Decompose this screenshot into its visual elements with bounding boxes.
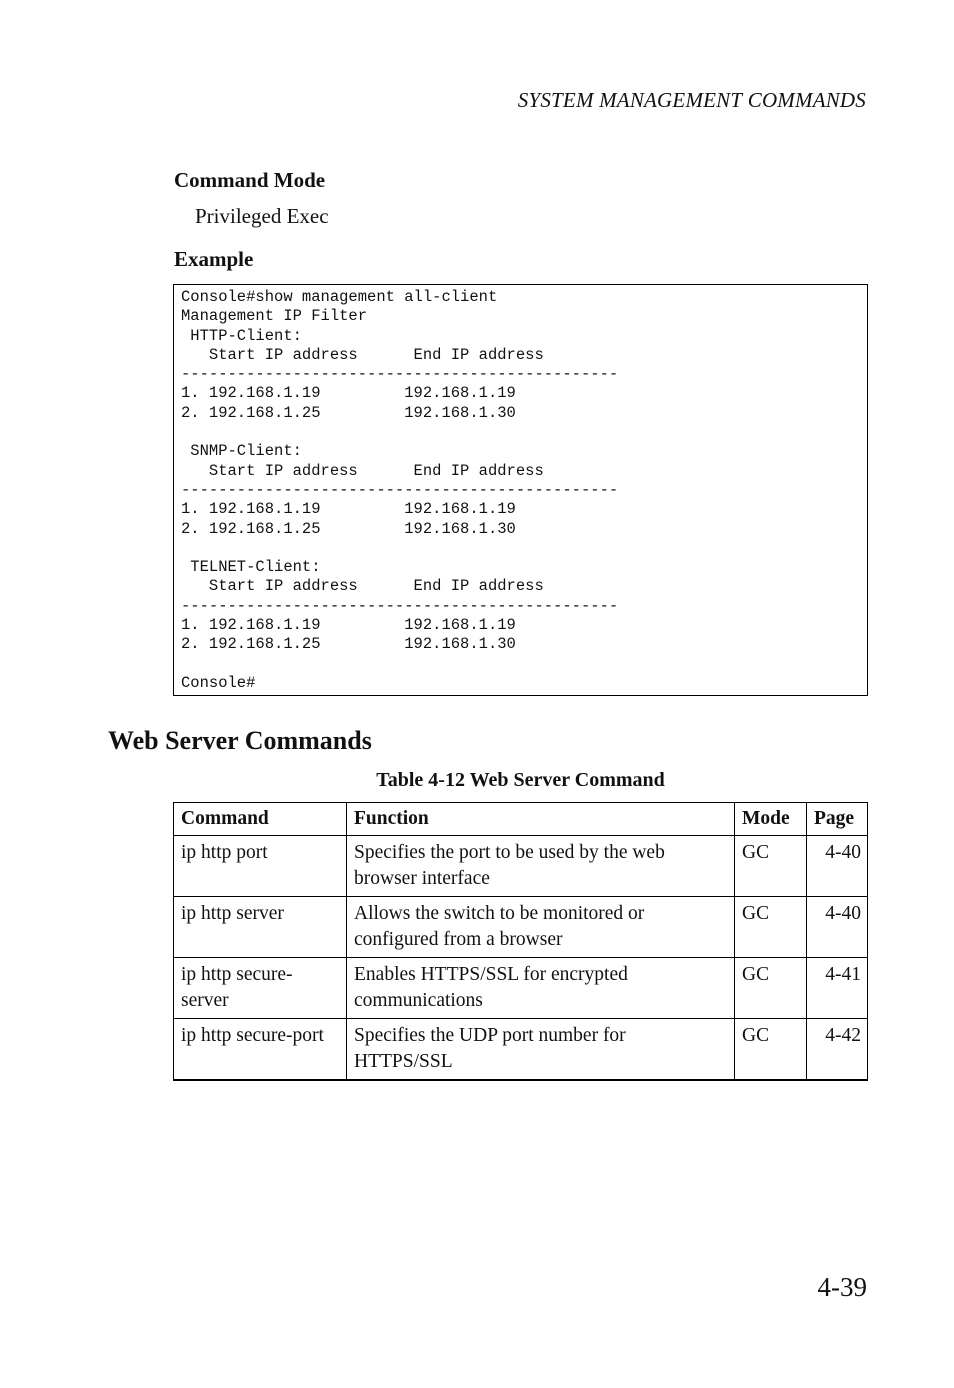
command-mode-value: Privileged Exec <box>195 204 329 228</box>
code-line: Console# <box>181 673 256 692</box>
running-head-word-system: SYSTEM <box>517 88 594 112</box>
code-line <box>181 539 867 558</box>
web-server-command-table <box>173 802 868 1081</box>
code-line: 2. 192.168.1.25 192.168.1.30 <box>181 519 516 538</box>
page-number: 4-39 <box>817 1272 867 1302</box>
code-line: ----------------------------------------------- <box>181 365 619 384</box>
header-command: Command <box>174 803 347 836</box>
code-line: Management IP Filter <box>181 307 368 326</box>
cell-mode: GC <box>735 897 807 958</box>
table-row <box>174 958 868 1019</box>
cell-function: Specifies the UDP port number for HTTPS/SSL <box>347 1019 735 1081</box>
table-row <box>174 836 868 897</box>
code-line: 1. 192.168.1.19 192.168.1.19 <box>181 384 516 403</box>
cell-page: 4-41 <box>807 958 868 1019</box>
running-head-word-commands: COMMANDS <box>747 88 866 112</box>
section-title: Web Server Commands <box>108 726 372 755</box>
cell-mode: GC <box>735 836 807 897</box>
code-line: SNMP-Client: <box>181 442 302 461</box>
cell-function: Allows the switch to be monitored or configured from a browser <box>347 897 735 958</box>
header-function: Function <box>347 803 735 836</box>
cell-command: ip http server <box>174 897 347 958</box>
table-caption: Table 4-12 Web Server Command <box>376 769 665 791</box>
cell-page: 4-40 <box>807 836 868 897</box>
code-line: Start IP address End IP address <box>181 345 544 364</box>
cell-page: 4-40 <box>807 897 868 958</box>
cell-mode: GC <box>735 1019 807 1081</box>
cell-command: ip http secure-server <box>174 958 347 1019</box>
example-heading: Example <box>174 247 254 271</box>
header-mode: Mode <box>735 803 807 836</box>
code-line <box>181 655 867 674</box>
table-header-row <box>174 803 868 836</box>
cell-command: ip http port <box>174 836 347 897</box>
cell-page: 4-42 <box>807 1019 868 1081</box>
code-line: 2. 192.168.1.25 192.168.1.30 <box>181 635 516 654</box>
cell-function: Enables HTTPS/SSL for encrypted communications <box>347 958 735 1019</box>
code-line: 2. 192.168.1.25 192.168.1.30 <box>181 403 516 422</box>
code-line: ----------------------------------------------- <box>181 596 619 615</box>
table-row <box>174 1019 868 1081</box>
example-code-block <box>173 284 868 696</box>
table-row <box>174 897 868 958</box>
code-line: Start IP address End IP address <box>181 577 544 596</box>
code-line: HTTP-Client: <box>181 326 302 345</box>
cell-command: ip http secure-port <box>174 1019 347 1081</box>
code-line: Console#show management all-client <box>181 288 498 306</box>
code-line: 1. 192.168.1.19 192.168.1.19 <box>181 500 516 519</box>
code-line: Start IP address End IP address <box>181 461 544 480</box>
running-head-word-management: MANAGEMENT <box>599 88 743 112</box>
cell-function: Specifies the port to be used by the web browser interface <box>347 836 735 897</box>
code-line: ----------------------------------------------- <box>181 480 619 499</box>
cell-mode: GC <box>735 958 807 1019</box>
code-line: TELNET-Client: <box>181 558 321 577</box>
header-page: Page <box>807 803 868 836</box>
command-mode-heading: Command Mode <box>174 168 326 192</box>
code-line: 1. 192.168.1.19 192.168.1.19 <box>181 616 516 635</box>
code-line <box>181 423 867 442</box>
running-head <box>0 88 866 113</box>
